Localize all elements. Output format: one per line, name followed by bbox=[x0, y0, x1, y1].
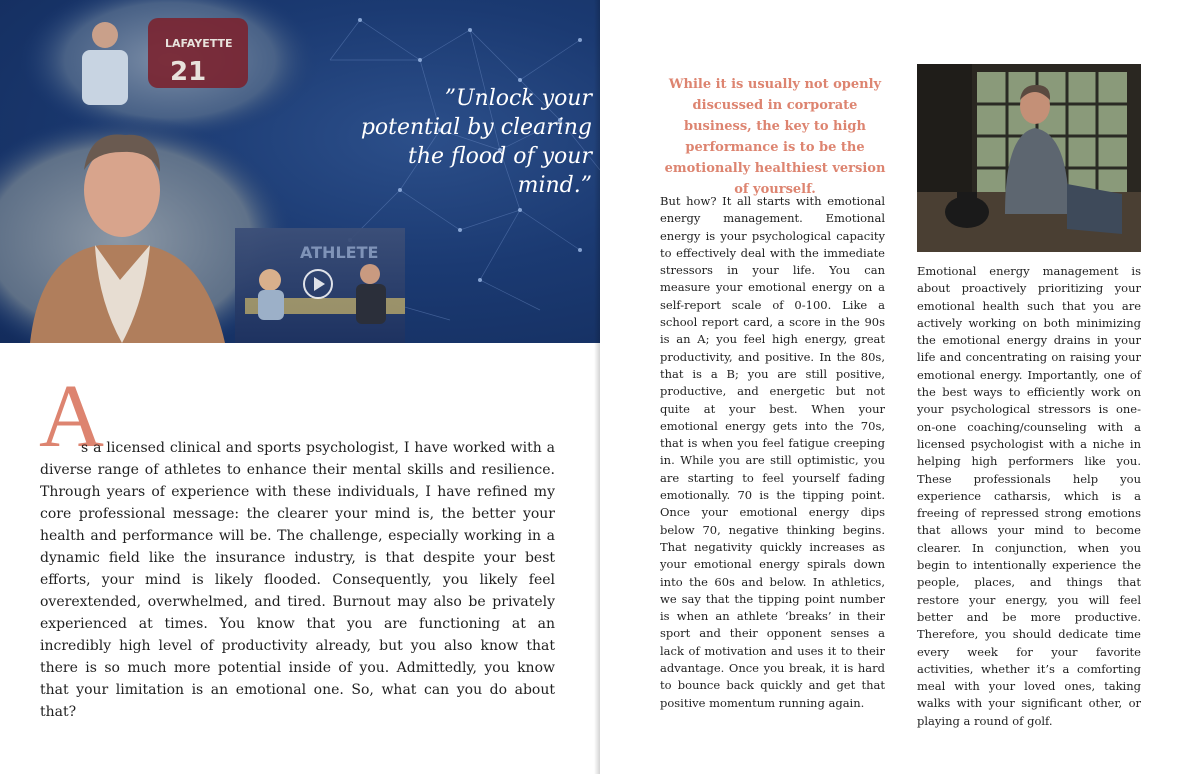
body-column-1: But how? It all starts with emotional energy management. Emotional energy is your psychological capacity to effectively deal with the immediate stressors in your life. You can measure your emotional energy on a self-report scale of 0-100. Like a school report card, a score in the 90s is an A; you feel high energy, great productivity, and positive. In the 80s, that is a B; you are still positive, productive, and energetic but not quite at your best. When your emotional energy gets into the 70s, that is when you feel fatigue creeping in. While you are still optimistic, you are starting to feel yourself fading emotionally. 70 is the tipping point. Once your emotional energy dips below 70, negative thinking begins. That negativity quickly increases as your emotional energy spirals down into the 60s and below. In athletics, we say that the tipping point number is when an athlete ‘breaks’ in their sport and their opponent senses a lack of motivation and uses it to their advantage. Once you break, it is hard to bounce back quickly and get that positive momentum running again. bbox=[660, 194, 885, 710]
author-photo-illustration bbox=[917, 64, 1141, 252]
body-column-2: Emotional energy management is about proactively prioritizing your emotional health such that you are actively working on both minimizing the emotional energy drains in your life and concentrating on raising your emotional energy. Importantly, one of the best ways to efficiently work on your psychological stressors is one-on-one coaching/counseling with a licensed psychologist with a niche in helping high performers like you. These professionals help you experience catharsis, which is a freeing of repressed strong emotions that allows your mind to become clearer. In conjunction, when you begin to intentionally experience the people, places, and things that restore your energy, you will feel better and be more productive. Therefore, you should dedicate time every week for your favorite activities, whether it’s a comforting meal with your loved ones, taking walks with your significant other, or playing a round of golf. bbox=[917, 264, 1141, 728]
hero-banner bbox=[0, 0, 600, 343]
drop-cap: A bbox=[39, 367, 104, 466]
video-title-text: ATHLETE bbox=[300, 243, 379, 262]
intro-paragraph bbox=[40, 437, 555, 723]
hero-quote: ”Unlock your potential by clearing the flood of your mind.” bbox=[360, 86, 592, 198]
jersey-number: 21 bbox=[170, 57, 207, 87]
jersey-text: LAFAYETTE bbox=[165, 37, 233, 50]
intro-text: s a licensed clinical and sports psychologist, I have worked with a diverse range of athletes to enhance their mental skills and resilience. Through years of experience with these individuals, I have refined my core professional message: the clearer your mind is, the better your health and performance will be. The challenge, especially working in a dynamic field like the insurance industry, is that despite your best efforts, your mind is likely flooded. Consequently, you likely feel overextended, overwhelmed, and tired. Burnout may also be privately experienced at times. You know that you are functioning at an incredibly high level of productivity already, but you also know that there is so much more potential inside of you. Admittedly, you know that your limitation is an emotional one. So, what can you do about that? bbox=[40, 440, 555, 720]
author-photo bbox=[917, 64, 1141, 252]
pull-quote: While it is usually not openly discussed in corporate business, the key to high performance is to be the emotionally healthiest version of yourself. bbox=[664, 77, 886, 197]
